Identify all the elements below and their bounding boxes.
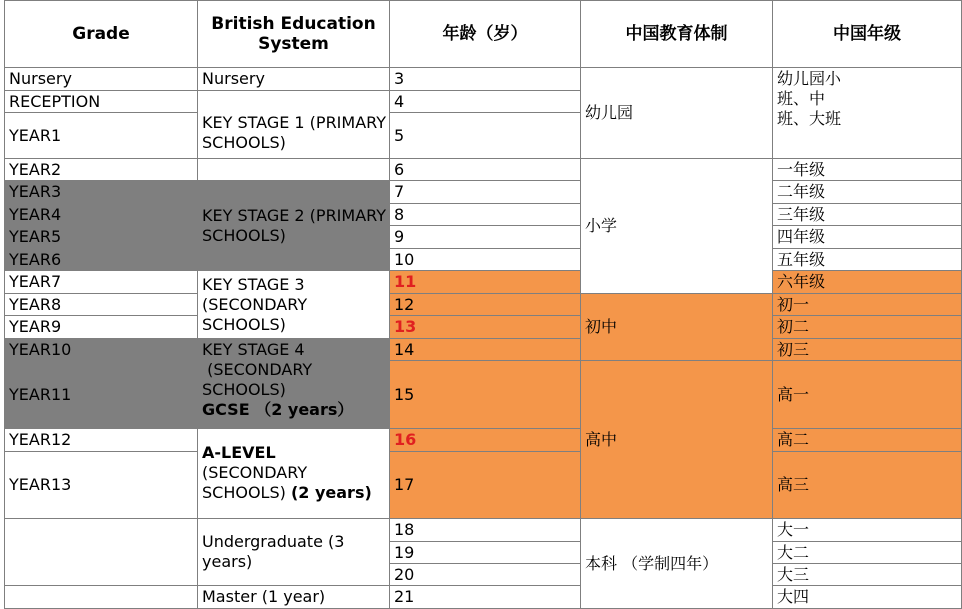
grade-cell: YEAR11 [4, 360, 198, 429]
header-grade: Grade [4, 0, 198, 68]
british-key-stage-4 [197, 338, 390, 429]
age-cell: 5 [389, 112, 581, 159]
age-cell: 18 [389, 518, 581, 542]
grade-cell: YEAR8 [4, 293, 198, 316]
cn-grade-cell: 初二 [772, 315, 962, 339]
age-cell: 14 [389, 338, 581, 361]
header-age: 年龄（岁） [389, 0, 581, 68]
cn-grade-cell: 大四 [772, 585, 962, 609]
cn-grade-cell: 大二 [772, 541, 962, 564]
cn-grade-kindergarten-frame [772, 67, 962, 159]
ks4-subtitle: (SECONDARY SCHOOLS) [202, 360, 318, 399]
age-cell: 6 [389, 158, 581, 181]
age-cell: 15 [389, 360, 581, 429]
grade-cell: Nursery [4, 67, 198, 91]
age-cell: 3 [389, 67, 581, 91]
cn-grade-cell: 高一 [772, 360, 962, 429]
cn-grade-cell: 一年级 [772, 158, 962, 181]
ks4-title: KEY STAGE 4 [202, 340, 305, 359]
header-cn-system: 中国教育体制 [580, 0, 773, 68]
british-key-stage-3: KEY STAGE 3 (SECONDARY SCHOOLS) [197, 270, 390, 339]
grade-cell: YEAR9 [4, 315, 198, 339]
header-british-system: British Education System [197, 0, 390, 68]
age-cell: 19 [389, 541, 581, 564]
a-level-subtitle: (SECONDARY SCHOOLS) [202, 463, 313, 502]
age-cell: 21 [389, 585, 581, 609]
grade-cell: YEAR2 [4, 158, 198, 181]
cn-grade-cell: 六年级 [772, 270, 962, 294]
grade-cell: YEAR5 [4, 225, 198, 249]
cn-grade-cell: 四年级 [772, 225, 962, 249]
cn-system-bachelor: 本科 （学制四年） [580, 518, 773, 609]
grade-cell: YEAR12 [4, 428, 198, 452]
grade-cell: YEAR6 [4, 248, 198, 271]
grade-cell-empty [4, 585, 198, 609]
cn-grade-kindergarten: 幼儿园小班、中班、大班 [772, 67, 842, 159]
age-cell: 4 [389, 90, 581, 113]
british-key-stage-1: KEY STAGE 1 (PRIMARY SCHOOLS) [197, 90, 390, 159]
age-cell: 9 [389, 225, 581, 249]
age-cell-highlight: 16 [389, 428, 581, 452]
grade-cell: RECEPTION [4, 90, 198, 113]
cn-system-kindergarten: 幼儿园 [580, 67, 773, 159]
age-cell-highlight: 11 [389, 270, 581, 294]
british-nursery: Nursery [197, 67, 390, 91]
a-level-title: A-LEVEL [202, 443, 276, 462]
cn-system-junior: 初中 [580, 293, 773, 361]
age-cell: 17 [389, 451, 581, 519]
header-cn-grade: 中国年级 [772, 0, 962, 68]
grade-cell: YEAR4 [4, 203, 198, 226]
age-cell: 10 [389, 248, 581, 271]
grade-cell: YEAR7 [4, 270, 198, 294]
age-cell: 7 [389, 180, 581, 204]
cn-system-primary: 小学 [580, 158, 773, 294]
cn-grade-cell: 大三 [772, 563, 962, 586]
age-cell: 8 [389, 203, 581, 226]
grade-cell: YEAR1 [4, 112, 198, 159]
british-key-stage-2: KEY STAGE 2 (PRIMARY SCHOOLS) [197, 180, 390, 271]
ks4-gcse: GCSE （2 years） [202, 400, 354, 419]
cn-grade-cell: 初一 [772, 293, 962, 316]
age-cell: 20 [389, 563, 581, 586]
grade-cell: YEAR10 [4, 338, 198, 361]
cn-grade-cell: 初三 [772, 338, 962, 361]
cn-grade-cell: 高三 [772, 451, 962, 519]
grade-cell-empty [4, 518, 198, 586]
a-level-years: (2 years) [290, 483, 372, 502]
cn-grade-cell: 高二 [772, 428, 962, 452]
grade-cell: YEAR3 [4, 180, 198, 204]
cn-grade-cell: 大一 [772, 518, 962, 542]
british-a-level [197, 428, 390, 519]
age-cell-highlight: 13 [389, 315, 581, 339]
cn-grade-cell: 三年级 [772, 203, 962, 226]
british-master: Master (1 year) [197, 585, 390, 609]
british-undergraduate: Undergraduate (3 years) [197, 518, 390, 586]
cn-system-senior: 高中 [580, 360, 773, 519]
cn-grade-cell: 五年级 [772, 248, 962, 271]
british-blank [197, 158, 390, 181]
cn-grade-cell: 二年级 [772, 180, 962, 204]
grade-cell: YEAR13 [4, 451, 198, 519]
age-cell: 12 [389, 293, 581, 316]
